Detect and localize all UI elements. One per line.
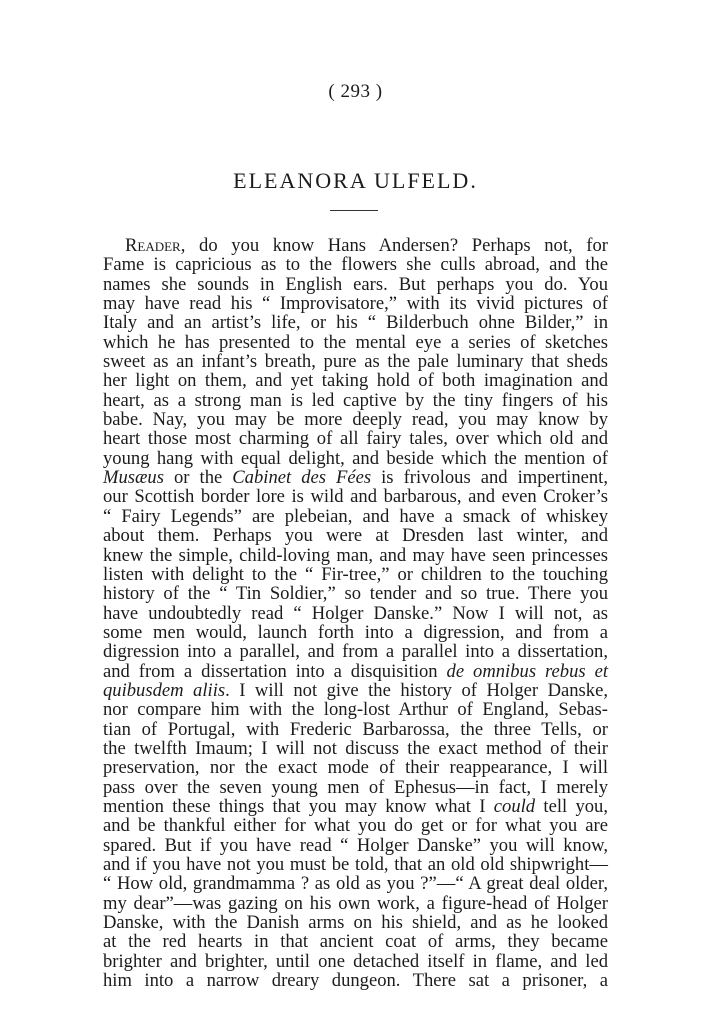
italic-word: could	[493, 795, 536, 817]
text-line: some men would, launch forth into a digression, and from a	[103, 621, 608, 643]
text-line: which he has presented to the mental eye a series of sketches	[103, 331, 608, 353]
text-line: may have read his “ Improvisatore,” with its vivid pictures of	[103, 293, 608, 315]
text-line: digression into a parallel, and from a parallel into a dissertation,	[103, 641, 608, 663]
text-line: quibusdem aliis. I will not give the history of Holger Danske,	[103, 679, 608, 701]
page-number: ( 293 )	[328, 81, 383, 102]
text-line: have undoubtedly read “ Holger Danske.” Now I will not, as	[103, 602, 608, 624]
text-line: young hang with equal delight, and beside which the mention of	[103, 447, 608, 469]
text-line: at the red hearts in that ancient coat of arms, they became	[103, 931, 608, 953]
text-line: heart those most charming of all fairy tales, over which old and	[103, 428, 608, 450]
text-line: history of the “ Tin Soldier,” so tender and so true. There you	[103, 583, 608, 605]
text-line: and if you have not you must be told, that an old old shipwright—	[103, 854, 608, 875]
text-line: my dear”—was gazing on his own work, a figure-head of Holger	[103, 892, 608, 914]
page-title: ELEANORA ULFELD.	[233, 168, 478, 193]
text-line: “ How old, grandmamma ? as old as you ?”—“ A great deal older,	[103, 873, 608, 895]
text-line: Fame is capricious as to the flowers she culls abroad, and the	[103, 254, 608, 276]
text-line: Danske, with the Danish arms on his shield, and as he looked	[103, 912, 608, 934]
text-line: sweet as an infant’s breath, pure as the pale luminary that sheds	[103, 351, 608, 373]
text-line: spared. But if you have read “ Holger Danske” you will know,	[103, 834, 608, 856]
text-line: “ Fairy Legends” are plebeian, and have a smack of whiskey	[103, 505, 608, 527]
text-line: Italy and an artist’s life, or his “ Bilderbuch ohne Bilder,” in	[103, 312, 608, 334]
italic-title: Cabinet des Fées	[232, 467, 372, 489]
body-text	[103, 236, 608, 990]
text-line: names she sounds in English ears. But perhaps you do. You	[103, 273, 608, 295]
text-line: Musæus or the Cabinet des Fées is frivolous and impertinent,	[103, 467, 608, 489]
small-caps-word: Reader	[125, 235, 181, 256]
text-line: brighter and brighter, until one detached itself in flame, and led	[103, 950, 608, 972]
text-line: our Scottish border lore is wild and barbarous, and even Croker’s	[103, 486, 608, 508]
title-divider	[330, 210, 378, 211]
text-line: listen with delight to the “ Fir-tree,” or children to the touching	[103, 563, 608, 585]
text-line: her light on them, and yet taking hold of both imagination and	[103, 370, 608, 392]
text-line: tian of Portugal, with Frederic Barbarossa, the three Tells, or	[103, 718, 608, 740]
text-line: preservation, nor the exact mode of their reappearance, I will	[103, 757, 608, 779]
text-line: babe. Nay, you may be more deeply read, you may know by	[103, 409, 608, 431]
text-line: about them. Perhaps you were at Dresden last winter, and	[103, 525, 608, 547]
text-line: and be thankful either for what you do get or for what you are	[103, 815, 608, 837]
text-line: knew the simple, child-loving man, and may have seen princesses	[103, 544, 608, 566]
text-line: pass over the seven young men of Ephesus—in fact, I merely	[103, 776, 608, 798]
text-line: nor compare him with the long-lost Arthur of England, Sebas-	[103, 699, 608, 721]
italic-phrase: quibusdem aliis	[103, 679, 226, 701]
text-line: him into a narrow dreary dungeon. There sat a prisoner, a	[103, 970, 608, 992]
text-line: Reader, do you know Hans Andersen? Perhaps not, for	[125, 235, 608, 256]
text-line: mention these things that you may know what I could tell you,	[103, 795, 608, 817]
italic-title: Musæus	[103, 467, 164, 489]
text-line: and from a dissertation into a disquisition de omnibus rebus et	[103, 660, 608, 682]
text-line: the twelfth Imaum; I will not discuss the exact method of their	[103, 737, 608, 759]
italic-phrase: de omnibus rebus et	[446, 660, 608, 682]
text-line: heart, as a strong man is led captive by the tiny fingers of his	[103, 389, 608, 411]
